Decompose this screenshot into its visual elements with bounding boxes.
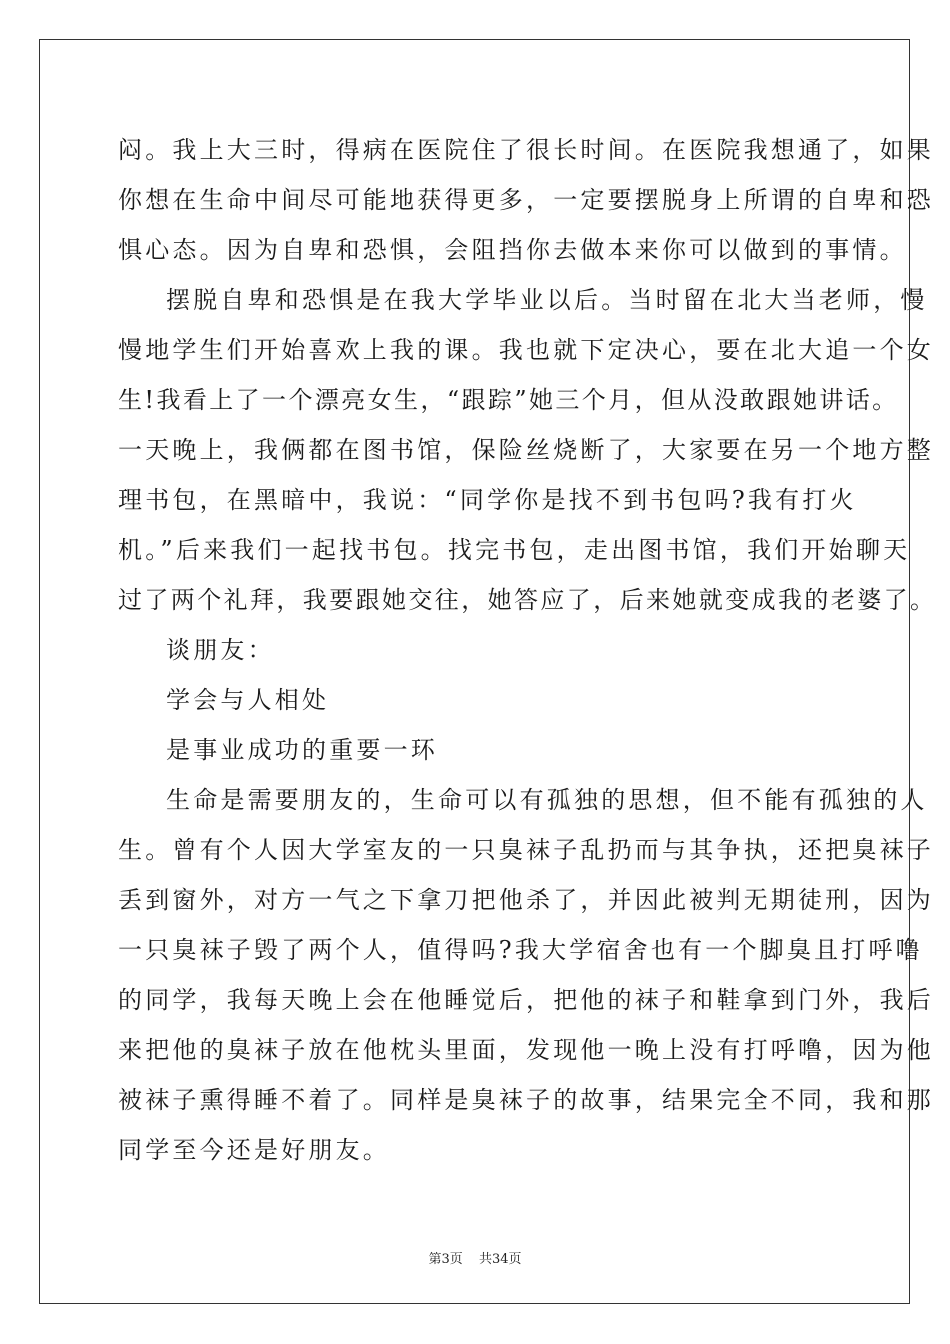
text-line: 理书包，在黑暗中，我说：“同学你是找不到书包吗?我有打火 (118, 486, 857, 514)
text-line: 惧心态。因为自卑和恐惧，会阻挡你去做本来你可以做到的事情。 (118, 236, 907, 264)
text-line: 的同学，我每天晚上会在他睡觉后，把他的袜子和鞋拿到门外，我后 (118, 986, 934, 1014)
text-line: 你想在生命中间尽可能地获得更多，一定要摆脱身上所谓的自卑和恐 (118, 186, 934, 214)
text-line: 闷。我上大三时，得病在医院住了很长时间。在医院我想通了，如果 (118, 136, 934, 164)
text-line: 机。”后来我们一起找书包。找完书包，走出图书馆，我们开始聊天 (118, 536, 911, 564)
text-line: 丢到窗外，对方一气之下拿刀把他杀了，并因此被判无期徒刑，因为 (118, 886, 934, 914)
text-line: 一天晚上，我俩都在图书馆，保险丝烧断了，大家要在另一个地方整 (118, 436, 934, 464)
text-line: 生命是需要朋友的，生命可以有孤独的思想，但不能有孤独的人 (166, 786, 928, 814)
text-line: 生。曾有个人因大学室友的一只臭袜子乱扔而与其争执，还把臭袜子 (118, 836, 934, 864)
text-line: 摆脱自卑和恐惧是在我大学毕业以后。当时留在北大当老师，慢 (166, 286, 928, 314)
text-line: 过了两个礼拜，我要跟她交往，她答应了，后来她就变成我的老婆了。 (118, 586, 937, 614)
page-footer (0, 1248, 950, 1267)
text-line: 是事业成功的重要一环 (166, 736, 438, 764)
text-line: 同学至今还是好朋友。 (118, 1136, 390, 1164)
page-total: 共34页 (478, 1252, 522, 1267)
text-line: 学会与人相处 (166, 686, 330, 714)
text-line: 一只臭袜子毁了两个人，值得吗?我大学宿舍也有一个脚臭且打呼噜 (118, 936, 923, 964)
text-line: 谈朋友： (166, 636, 275, 664)
text-line: 被袜子熏得睡不着了。同样是臭袜子的故事，结果完全不同，我和那 (118, 1086, 934, 1114)
text-line: 来把他的臭袜子放在他枕头里面，发现他一晚上没有打呼噜，因为他 (118, 1036, 934, 1064)
text-line: 慢地学生们开始喜欢上我的课。我也就下定决心，要在北大追一个女 (118, 336, 934, 364)
text-line: 生!我看上了一个漂亮女生，“跟踪”她三个月，但从没敢跟她讲话。 (118, 386, 899, 414)
document-body (118, 125, 937, 1175)
page-number: 第3页 (428, 1252, 463, 1267)
